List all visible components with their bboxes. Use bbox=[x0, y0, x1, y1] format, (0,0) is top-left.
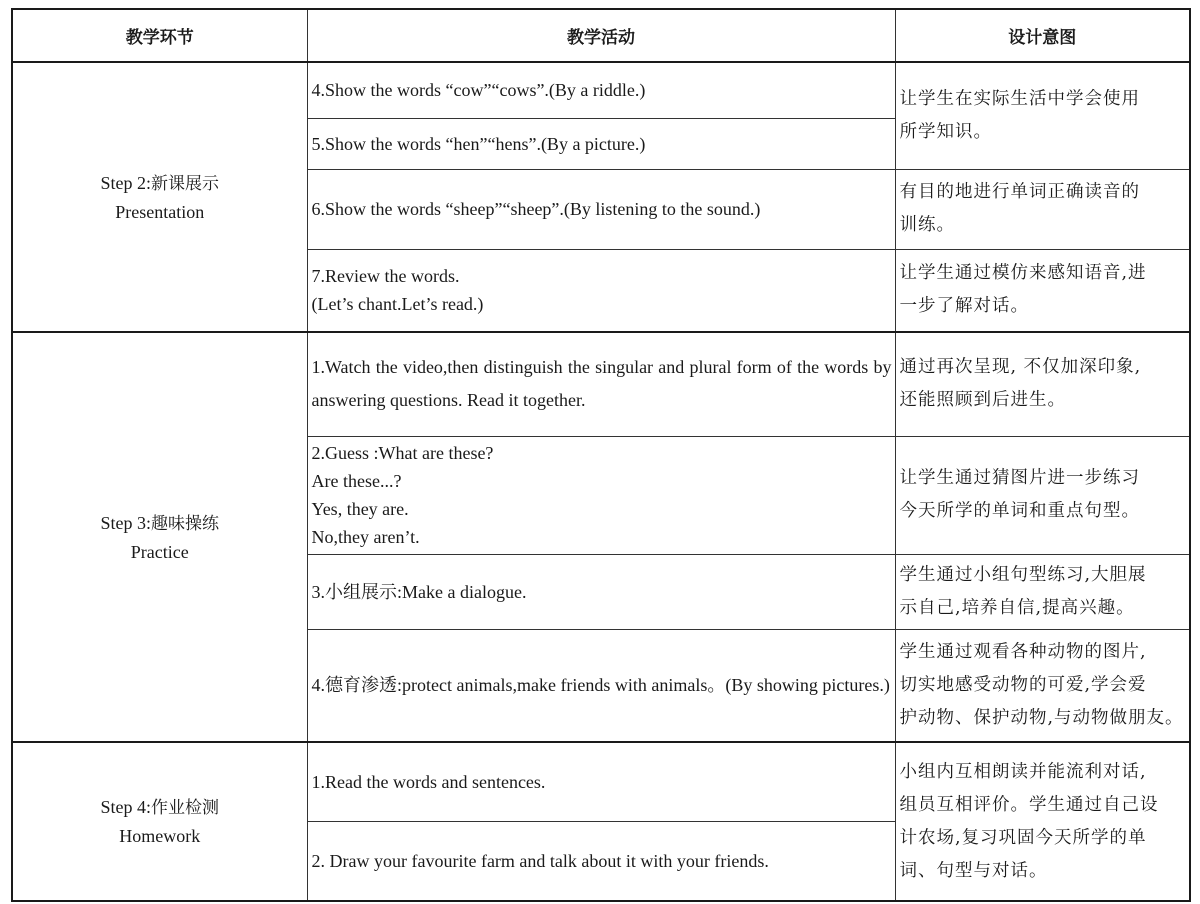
table-row bbox=[12, 332, 1190, 436]
header-intent: 设计意图 bbox=[895, 9, 1190, 62]
activity-cell bbox=[307, 742, 895, 821]
intent-line: 学生通过观看各种动物的图片, bbox=[899, 641, 1147, 662]
intent-line: 训练。 bbox=[899, 215, 955, 235]
activity-cell bbox=[307, 629, 895, 742]
intent-cell bbox=[895, 554, 1190, 629]
step-title-zh: 趣味操练 bbox=[151, 513, 219, 534]
lesson-plan-table bbox=[11, 8, 1191, 902]
activity-line: No,they aren’t. bbox=[311, 527, 420, 547]
header-stage: 教学环节 bbox=[12, 9, 307, 62]
activity-line: (Let’s chant.Let’s read.) bbox=[311, 294, 484, 315]
table-row bbox=[12, 742, 1190, 821]
table-row bbox=[12, 62, 1190, 118]
step-number: Step 4: bbox=[100, 797, 151, 817]
intent-line: 学生通过小组句型练习,大胆展 bbox=[899, 564, 1147, 585]
intent-line: 让学生在实际生活中学会使用 bbox=[899, 88, 1140, 109]
intent-cell bbox=[895, 332, 1190, 436]
intent-line: 组员互相评价。学生通过自己设 bbox=[899, 794, 1159, 815]
intent-line: 词、句型与对话。 bbox=[899, 860, 1048, 881]
step-title-zh: 新课展示 bbox=[151, 173, 219, 194]
step-4-label bbox=[12, 742, 307, 901]
step-title-en: Presentation bbox=[115, 201, 205, 222]
intent-cell bbox=[895, 436, 1190, 554]
intent-line: 示自己,培养自信,提高兴趣。 bbox=[899, 597, 1135, 618]
activity-line: 7.Review the words. bbox=[311, 266, 460, 287]
intent-cell bbox=[895, 742, 1190, 901]
intent-line: 今天所学的单词和重点句型。 bbox=[899, 501, 1140, 521]
activity-cell bbox=[307, 332, 895, 436]
step-number: Step 3: bbox=[100, 512, 151, 533]
intent-line: 小组内互相朗读并能流利对话, bbox=[899, 761, 1147, 782]
activity-line: 6.Show the words “sheep”“sheep”.(By listening to the sound.) bbox=[311, 199, 761, 219]
activity-line: Yes, they are. bbox=[311, 499, 409, 519]
activity-line: 1.Read the words and sentences. bbox=[311, 771, 546, 792]
intent-line: 还能照顾到后进生。 bbox=[899, 390, 1066, 411]
activity-cell bbox=[307, 249, 895, 332]
intent-line: 有目的地进行单词正确读音的 bbox=[899, 182, 1140, 202]
intent-line: 所学知识。 bbox=[899, 121, 992, 142]
activity-line: 5.Show the words “hen”“hens”.(By a picture.) bbox=[311, 133, 646, 154]
activity-line: 2. Draw your favourite farm and talk about it with your friends. bbox=[311, 850, 769, 871]
activity-cell bbox=[307, 821, 895, 901]
activity-text: 1.Watch the video,then distinguish the singular and plural form of the words by answering questions. Read it together. bbox=[311, 357, 892, 411]
intent-line: 切实地感受动物的可爱,学会爱 bbox=[899, 674, 1147, 695]
activity-line: 4.Show the words “cow”“cows”.(By a riddle.) bbox=[311, 80, 646, 101]
activity-text: 4.德育渗透:protect animals,make friends with animals。(By showing pictures.) bbox=[311, 674, 890, 695]
activity-cell bbox=[307, 554, 895, 629]
intent-cell bbox=[895, 249, 1190, 332]
intent-cell bbox=[895, 629, 1190, 742]
step-3-label bbox=[12, 332, 307, 742]
intent-line: 计农场,复习巩固今天所学的单 bbox=[899, 827, 1147, 848]
activity-cell bbox=[307, 436, 895, 554]
step-number: Step 2: bbox=[100, 172, 151, 193]
step-title-en: Homework bbox=[119, 826, 201, 846]
activity-cell bbox=[307, 118, 895, 169]
intent-line: 一步了解对话。 bbox=[899, 296, 1029, 317]
step-title-zh: 作业检测 bbox=[151, 798, 219, 818]
activity-line: 3.小组展示:Make a dialogue. bbox=[311, 581, 527, 602]
intent-cell bbox=[895, 62, 1190, 169]
activity-line: 2.Guess :What are these? bbox=[311, 443, 494, 463]
intent-line: 让学生通过模仿来感知语音,进 bbox=[899, 263, 1147, 284]
step-title-en: Practice bbox=[130, 541, 189, 562]
step-2-label bbox=[12, 62, 307, 332]
intent-line: 护动物、保护动物,与动物做朋友。 bbox=[899, 707, 1184, 728]
activity-line: Are these...? bbox=[311, 471, 402, 491]
intent-cell bbox=[895, 169, 1190, 249]
intent-line: 让学生通过猜图片进一步练习 bbox=[899, 468, 1140, 488]
activity-cell bbox=[307, 62, 895, 118]
activity-cell bbox=[307, 169, 895, 249]
table-header-row bbox=[12, 9, 1190, 62]
header-activity: 教学活动 bbox=[307, 9, 895, 62]
intent-line: 通过再次呈现, 不仅加深印象, bbox=[899, 357, 1142, 378]
